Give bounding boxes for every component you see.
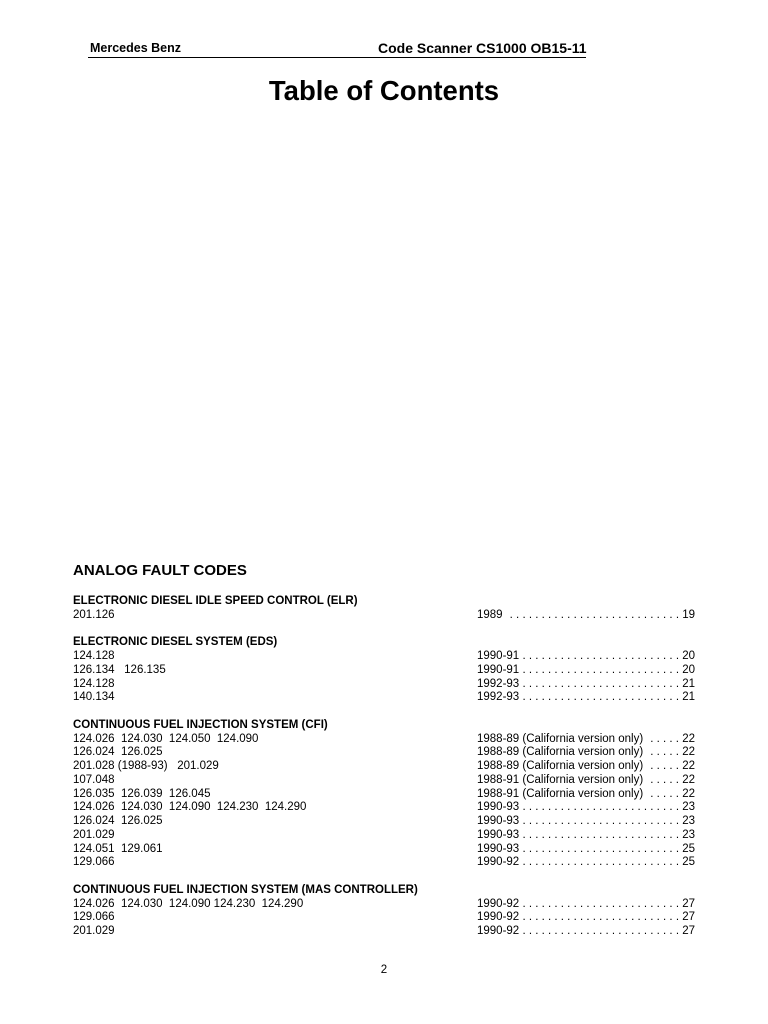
toc-entry-years: 1992-93 [477,691,520,704]
toc-entry-years: 1990-93 [477,815,520,827]
toc-entry-leader-page [650,733,695,747]
toc-entry-page: 22 [682,760,695,772]
toc-entry [0,760,768,774]
toc-entry [0,815,768,829]
header-rule [88,57,586,58]
toc-entry [0,733,768,747]
toc-group-mas-controller [0,884,768,939]
toc-entry-years: 1990-92 [477,925,520,937]
toc-entry-leader: . . . . . . . . . . . . . . . . . . . . . . . . . [522,925,680,937]
toc-entry-leader-page [522,815,695,829]
toc-entry-page: 21 [682,691,695,704]
toc-group-heading: CONTINUOUS FUEL INJECTION SYSTEM (CFI) [73,718,328,731]
toc-entry-leader-page [650,774,695,788]
toc-entry-years: 1990-93 [477,842,520,855]
toc-entry-page: 22 [682,787,695,800]
toc-entry-leader-page [522,801,695,815]
toc-entry-leader: . . . . . . . . . . . . . . . . . . . . . . . . . [522,677,680,690]
toc-entry-leader-page [522,843,695,857]
toc-entry-reference [477,829,695,843]
toc-entry-years: 1988-89 (California version only) [477,732,644,745]
toc-entry-reference [477,856,695,870]
toc-group-heading-row [0,884,768,898]
toc-entry-models: 124.026 124.030 124.090 124.230 124.290 [73,801,307,814]
toc-entry-leader-page [522,898,695,912]
section-title: ANALOG FAULT CODES [73,562,247,579]
header-brand: Mercedes Benz [90,40,182,55]
toc-entry-models: 107.048 [73,773,115,786]
toc-entry-years: 1990-92 [477,911,520,924]
toc-group-heading: ELECTRONIC DIESEL SYSTEM (EDS) [73,636,278,649]
toc-entry-leader-page [522,678,695,692]
toc-entry-leader: . . . . . [650,746,680,759]
toc-entry-leader-page [522,829,695,843]
toc-group-heading-row [0,719,768,733]
page-title: Table of Contents [268,75,500,106]
toc-entry-reference [477,774,695,788]
toc-entry-leader: . . . . . . . . . . . . . . . . . . . . . . . . . [522,856,680,869]
toc-entry-years: 1988-91 (California version only) [477,787,644,800]
toc-group-cfi [0,719,768,870]
toc-entry-reference [477,925,695,939]
toc-entry-models: 201.126 [73,608,115,621]
toc-entry-page: 20 [682,650,695,662]
toc-entry-page: 23 [682,815,695,827]
toc-entry-leader-page [650,760,695,774]
toc-entry-leader: . . . . . . . . . . . . . . . . . . . . . . . . . [522,650,680,662]
toc-entry-years: 1990-92 [477,856,520,869]
toc-entry-years: 1988-91 (California version only) [477,773,644,786]
toc-entry-leader: . . . . . . . . . . . . . . . . . . . . . . . . . . . [509,608,680,621]
toc-entry-page: 27 [682,911,695,924]
toc-entry-leader-page [522,664,695,678]
toc-entry-leader: . . . . . [650,732,680,745]
toc-entry-years: 1990-93 [477,828,520,841]
toc-entry-leader-page [522,691,695,705]
toc-entry-leader: . . . . . [650,760,680,772]
toc-entry-page: 23 [682,828,695,841]
toc-entry-page: 25 [682,856,695,869]
toc-entry-page: 23 [682,801,695,814]
toc-entry-models: 201.029 [73,925,115,937]
toc-entry-page: 22 [682,773,695,786]
toc-entry-leader-page [522,650,695,664]
toc-entry [0,788,768,802]
toc-entry-years: 1989 [477,608,503,621]
toc-entry [0,829,768,843]
toc-group-eds [0,636,768,705]
toc-entry-leader: . . . . . [650,773,680,786]
toc-entry [0,911,768,925]
toc-entry-leader-page [522,925,695,939]
toc-entry-reference [477,664,695,678]
toc-entry-page: 20 [682,663,695,676]
toc-group-heading: ELECTRONIC DIESEL IDLE SPEED CONTROL (ELR) [73,595,358,607]
toc-entry-leader: . . . . . . . . . . . . . . . . . . . . . . . . . [522,842,680,855]
toc-entry-leader: . . . . . [650,787,680,800]
toc-entry-years: 1990-92 [477,897,520,910]
toc-entry-years: 1992-93 [477,677,520,690]
toc-entry-reference [477,898,695,912]
toc-entry-reference [477,788,695,802]
toc-entry-leader-page [650,746,695,760]
toc-entry-models: 201.028 (1988-93) 201.029 [73,760,219,772]
toc-entry-models: 126.024 126.025 [73,746,163,759]
toc-entry-leader: . . . . . . . . . . . . . . . . . . . . . . . . . [522,897,680,910]
toc-entry [0,774,768,788]
toc-entry-reference [477,801,695,815]
toc-entry-models: 124.128 [73,677,115,690]
toc-entry-reference [477,609,695,623]
toc-group-heading-row [0,636,768,650]
toc-entry-years: 1988-89 (California version only) [477,760,644,772]
toc-entry-models: 124.051 129.061 [73,842,163,855]
toc-entry-page: 27 [682,897,695,910]
toc-entry-reference [477,650,695,664]
toc-entry [0,664,768,678]
toc-entry-reference [477,760,695,774]
toc-entry-reference [477,911,695,925]
toc-entry-reference [477,815,695,829]
toc-entry [0,856,768,870]
toc-entry-years: 1988-89 (California version only) [477,746,644,759]
toc-entry [0,746,768,760]
toc-entry [0,609,768,623]
toc-entry-models: 129.066 [73,911,115,924]
toc-entry-leader-page [510,609,695,623]
header-document-title: Code Scanner CS1000 OB15-11 [378,40,587,56]
page-number: 2 [380,964,388,976]
toc-entry-page: 22 [682,746,695,759]
toc-group-heading: CONTINUOUS FUEL INJECTION SYSTEM (MAS CONTROLLER) [73,883,418,896]
toc-entry-models: 124.128 [73,650,115,662]
toc-entry [0,691,768,705]
toc-entry-models: 126.035 126.039 126.045 [73,787,211,800]
toc-entry-leader: . . . . . . . . . . . . . . . . . . . . . . . . . [522,828,680,841]
table-of-contents [0,595,768,939]
toc-entry-page: 21 [682,677,695,690]
toc-entry-page: 27 [682,925,695,937]
toc-entry-leader: . . . . . . . . . . . . . . . . . . . . . . . . . [522,911,680,924]
toc-entry-leader-page [522,856,695,870]
toc-entry-models: 126.024 126.025 [73,815,163,827]
toc-entry-reference [477,746,695,760]
toc-entry [0,843,768,857]
toc-entry-models: 124.026 124.030 124.050 124.090 [73,732,259,745]
toc-entry [0,898,768,912]
toc-entry-page: 22 [682,732,695,745]
toc-entry-leader: . . . . . . . . . . . . . . . . . . . . . . . . . [522,801,680,814]
toc-entry-models: 124.026 124.030 124.090 124.230 124.290 [73,897,304,910]
toc-entry [0,925,768,939]
toc-entry [0,801,768,815]
toc-entry-models: 129.066 [73,856,115,869]
toc-entry [0,678,768,692]
toc-entry-leader-page [522,911,695,925]
toc-entry-years: 1990-91 [477,663,520,676]
toc-entry-leader: . . . . . . . . . . . . . . . . . . . . . . . . . [522,663,680,676]
toc-entry-reference [477,691,695,705]
toc-entry-page: 25 [682,842,695,855]
toc-entry-years: 1990-91 [477,650,520,662]
toc-entry-years: 1990-93 [477,801,520,814]
toc-entry-models: 140.134 [73,691,115,704]
toc-entry-reference [477,843,695,857]
toc-entry-leader: . . . . . . . . . . . . . . . . . . . . . . . . . [522,691,680,704]
toc-entry-models: 126.134 126.135 [73,663,166,676]
toc-entry-models: 201.029 [73,828,115,841]
toc-entry-reference [477,733,695,747]
toc-entry-reference [477,678,695,692]
toc-entry-page: 19 [682,608,695,621]
toc-entry-leader: . . . . . . . . . . . . . . . . . . . . . . . . . [522,815,680,827]
toc-group-elr [0,595,768,623]
toc-entry-leader-page [650,788,695,802]
toc-group-heading-row [0,595,768,609]
toc-entry [0,650,768,664]
